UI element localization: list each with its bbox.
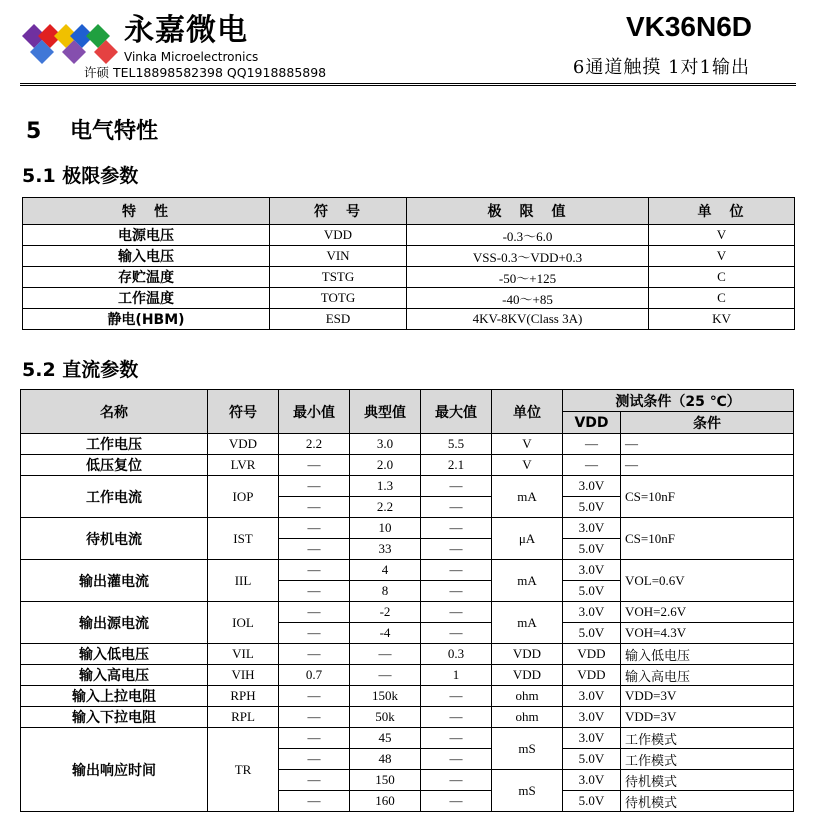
param-cond: VOH=2.6V — [621, 602, 794, 623]
param-vdd: 3.0V — [563, 518, 621, 539]
param-min: — — [279, 728, 350, 749]
param-max: — — [421, 749, 492, 770]
param-name: 输入上拉电阻 — [21, 686, 208, 707]
table-row — [23, 267, 795, 288]
param-value: 4KV-8KV(Class 3A) — [407, 309, 649, 330]
param-min: 2.2 — [279, 434, 350, 455]
header-rule-2 — [20, 85, 796, 86]
param-min: — — [279, 623, 350, 644]
col-header-max: 最大值 — [421, 390, 492, 434]
col-header-unit: 单位 — [492, 390, 563, 434]
param-unit: C — [649, 267, 795, 288]
param-cond: VDD=3V — [621, 707, 794, 728]
param-name: 工作电压 — [21, 434, 208, 455]
param-unit: V — [492, 455, 563, 476]
param-symbol: TSTG — [270, 267, 407, 288]
param-name: 待机电流 — [21, 518, 208, 560]
table-row — [23, 246, 795, 267]
param-min: — — [279, 644, 350, 665]
param-typ: 50k — [350, 707, 421, 728]
param-symbol: IST — [208, 518, 279, 560]
param-vdd: VDD — [563, 665, 621, 686]
param-symbol: IIL — [208, 560, 279, 602]
dc-params-table — [20, 389, 794, 812]
col-header-name: 名称 — [21, 390, 208, 434]
col-header: 特 性 — [23, 198, 270, 225]
param-typ: 160 — [350, 791, 421, 812]
param-unit: ohm — [492, 707, 563, 728]
param-vdd: 3.0V — [563, 770, 621, 791]
param-typ: 33 — [350, 539, 421, 560]
param-name: 工作电流 — [21, 476, 208, 518]
param-vdd: 3.0V — [563, 476, 621, 497]
brand-name-en: Vinka Microelectronics — [124, 50, 259, 64]
param-typ: 150 — [350, 770, 421, 791]
param-symbol: IOL — [208, 602, 279, 644]
param-name: 输入下拉电阻 — [21, 707, 208, 728]
param-value: -40～+85 — [407, 288, 649, 309]
col-header: 符 号 — [270, 198, 407, 225]
col-header: 极 限 值 — [407, 198, 649, 225]
param-typ: 150k — [350, 686, 421, 707]
param-typ: — — [350, 644, 421, 665]
param-min: — — [279, 560, 350, 581]
param-max: — — [421, 476, 492, 497]
param-vdd: 3.0V — [563, 560, 621, 581]
param-typ: -4 — [350, 623, 421, 644]
param-min: — — [279, 476, 350, 497]
param-typ: 10 — [350, 518, 421, 539]
param-min: 0.7 — [279, 665, 350, 686]
param-symbol: VIN — [270, 246, 407, 267]
param-cond: VOH=4.3V — [621, 623, 794, 644]
param-name: 输出源电流 — [21, 602, 208, 644]
param-typ: 2.0 — [350, 455, 421, 476]
param-max: — — [421, 707, 492, 728]
param-min: — — [279, 602, 350, 623]
table-row — [21, 560, 794, 581]
param-vdd: 5.0V — [563, 581, 621, 602]
param-cond: 工作模式 — [621, 749, 794, 770]
param-max: — — [421, 686, 492, 707]
param-symbol: VIL — [208, 644, 279, 665]
param-typ: 4 — [350, 560, 421, 581]
param-name: 存贮温度 — [23, 267, 270, 288]
param-vdd: 3.0V — [563, 686, 621, 707]
param-cond: CS=10nF — [621, 476, 794, 518]
param-name: 输出响应时间 — [21, 728, 208, 812]
param-typ: 45 — [350, 728, 421, 749]
col-header-test: 测试条件（25 ℃） — [563, 390, 794, 412]
param-vdd: 3.0V — [563, 728, 621, 749]
col-header-typ: 典型值 — [350, 390, 421, 434]
table-header-row — [23, 198, 795, 225]
param-value: VSS-0.3～VDD+0.3 — [407, 246, 649, 267]
table-row — [23, 288, 795, 309]
param-vdd: 5.0V — [563, 539, 621, 560]
param-cond: 工作模式 — [621, 728, 794, 749]
param-min: — — [279, 686, 350, 707]
col-header-min: 最小值 — [279, 390, 350, 434]
table-row — [23, 225, 795, 246]
param-max: 1 — [421, 665, 492, 686]
param-min: — — [279, 791, 350, 812]
table-row — [21, 518, 794, 539]
param-max: — — [421, 560, 492, 581]
param-cond: 待机模式 — [621, 791, 794, 812]
brand-name-cn: 永嘉微电 — [124, 13, 248, 48]
param-cond: VOL=0.6V — [621, 560, 794, 602]
param-max: — — [421, 623, 492, 644]
param-symbol: RPH — [208, 686, 279, 707]
param-symbol: VDD — [208, 434, 279, 455]
section-5-2-heading: 5.2 直流参数 — [22, 359, 139, 381]
param-cond: 待机模式 — [621, 770, 794, 791]
param-unit: V — [649, 246, 795, 267]
col-header: 单 位 — [649, 198, 795, 225]
param-min: — — [279, 497, 350, 518]
param-name: 静电(HBM) — [23, 309, 270, 330]
param-min: — — [279, 707, 350, 728]
table-row — [21, 707, 794, 728]
param-max: — — [421, 728, 492, 749]
param-typ: 1.3 — [350, 476, 421, 497]
param-value: -50～+125 — [407, 267, 649, 288]
table-row — [21, 602, 794, 623]
param-unit: mS — [492, 728, 563, 770]
param-symbol: TOTG — [270, 288, 407, 309]
product-subtitle: 6通道触摸 1对1输出 — [572, 57, 750, 78]
param-vdd: 5.0V — [563, 749, 621, 770]
param-unit: ohm — [492, 686, 563, 707]
param-name: 低压复位 — [21, 455, 208, 476]
param-unit: V — [492, 434, 563, 455]
param-typ: 2.2 — [350, 497, 421, 518]
param-vdd: 3.0V — [563, 707, 621, 728]
param-max: — — [421, 497, 492, 518]
col-header-vdd: VDD — [563, 412, 621, 434]
param-max: 2.1 — [421, 455, 492, 476]
param-unit: μA — [492, 518, 563, 560]
section-5-heading: 5 电气特性 — [26, 119, 159, 144]
param-vdd: 5.0V — [563, 497, 621, 518]
col-header-cond: 条件 — [621, 412, 794, 434]
table-row — [23, 309, 795, 330]
param-vdd: — — [563, 434, 621, 455]
param-symbol: ESD — [270, 309, 407, 330]
param-symbol: RPL — [208, 707, 279, 728]
absolute-max-table — [22, 197, 795, 330]
table-row — [21, 644, 794, 665]
table-row — [21, 476, 794, 497]
param-name: 工作温度 — [23, 288, 270, 309]
param-max: — — [421, 770, 492, 791]
param-typ: 3.0 — [350, 434, 421, 455]
param-unit: C — [649, 288, 795, 309]
param-cond: CS=10nF — [621, 518, 794, 560]
contact-info: 许硕 TEL18898582398 QQ1918885898 — [84, 65, 327, 80]
param-unit: mA — [492, 476, 563, 518]
param-min: — — [279, 581, 350, 602]
table-header-row — [21, 390, 794, 412]
param-vdd: — — [563, 455, 621, 476]
param-vdd: VDD — [563, 644, 621, 665]
param-cond: 输入高电压 — [621, 665, 794, 686]
param-cond: — — [621, 455, 794, 476]
param-unit: mS — [492, 770, 563, 812]
param-max: 0.3 — [421, 644, 492, 665]
table-row — [21, 455, 794, 476]
param-unit: VDD — [492, 644, 563, 665]
table-row — [21, 665, 794, 686]
param-unit: V — [649, 225, 795, 246]
param-cond: VDD=3V — [621, 686, 794, 707]
param-unit: mA — [492, 560, 563, 602]
vinka-logo-icon — [22, 16, 120, 64]
param-name: 输入低电压 — [21, 644, 208, 665]
param-min: — — [279, 770, 350, 791]
param-name: 输入电压 — [23, 246, 270, 267]
param-cond: 输入低电压 — [621, 644, 794, 665]
param-symbol: VDD — [270, 225, 407, 246]
param-name: 电源电压 — [23, 225, 270, 246]
param-unit: mA — [492, 602, 563, 644]
param-vdd: 5.0V — [563, 623, 621, 644]
param-vdd: 5.0V — [563, 791, 621, 812]
param-max: 5.5 — [421, 434, 492, 455]
param-typ: — — [350, 665, 421, 686]
param-unit: VDD — [492, 665, 563, 686]
param-typ: 48 — [350, 749, 421, 770]
param-symbol: VIH — [208, 665, 279, 686]
param-symbol: TR — [208, 728, 279, 812]
param-min: — — [279, 455, 350, 476]
table-row — [21, 686, 794, 707]
header-rule — [20, 83, 796, 84]
param-min: — — [279, 539, 350, 560]
param-unit: KV — [649, 309, 795, 330]
param-symbol: IOP — [208, 476, 279, 518]
param-typ: 8 — [350, 581, 421, 602]
section-5-1-heading: 5.1 极限参数 — [22, 165, 139, 187]
param-typ: -2 — [350, 602, 421, 623]
col-header-symbol: 符号 — [208, 390, 279, 434]
param-vdd: 3.0V — [563, 602, 621, 623]
table-row — [21, 434, 794, 455]
param-cond: — — [621, 434, 794, 455]
param-min: — — [279, 749, 350, 770]
param-symbol: LVR — [208, 455, 279, 476]
param-value: -0.3～6.0 — [407, 225, 649, 246]
param-max: — — [421, 518, 492, 539]
table-row — [21, 728, 794, 749]
model-number: VK36N6D — [625, 11, 752, 42]
param-min: — — [279, 518, 350, 539]
param-max: — — [421, 581, 492, 602]
param-max: — — [421, 539, 492, 560]
param-max: — — [421, 791, 492, 812]
param-name: 输入高电压 — [21, 665, 208, 686]
param-max: — — [421, 602, 492, 623]
param-name: 输出灌电流 — [21, 560, 208, 602]
